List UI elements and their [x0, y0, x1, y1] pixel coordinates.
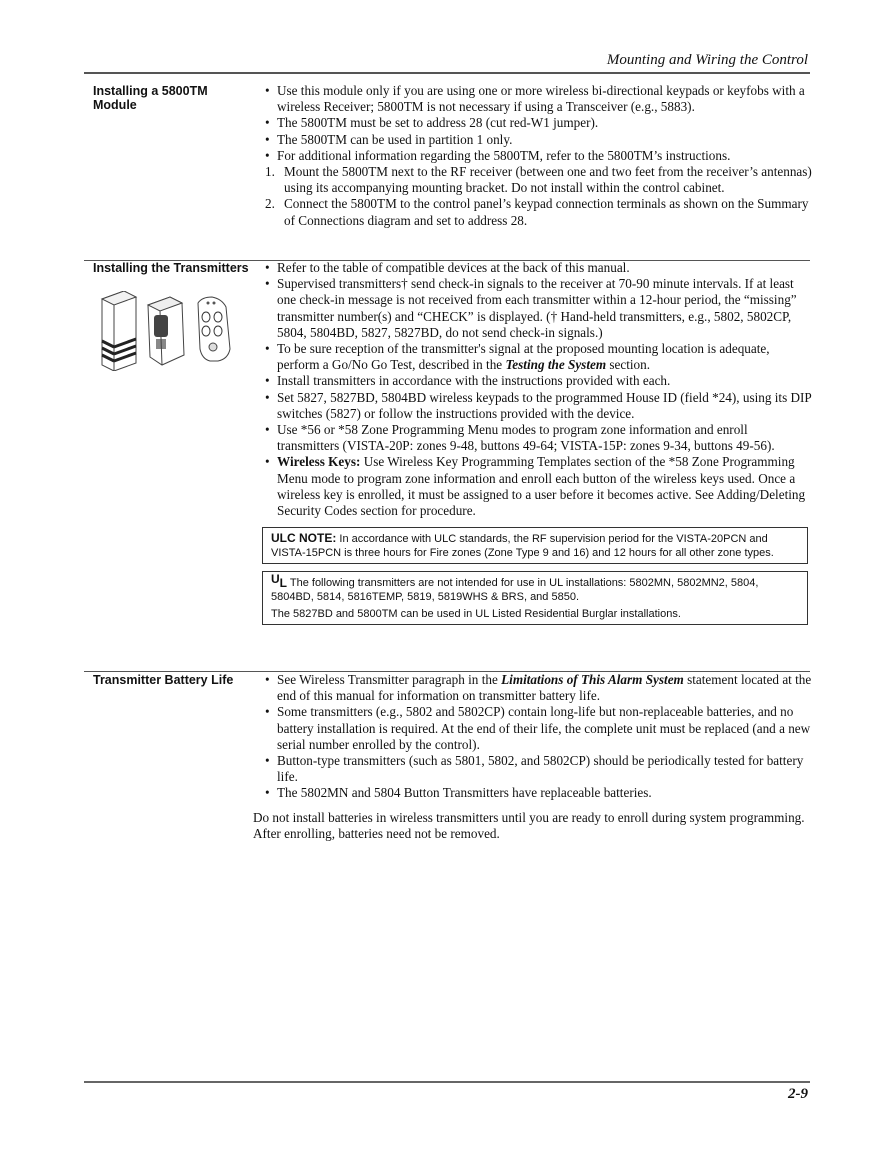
- list-item: • The 5800TM must be set to address 28 (cut red-W1 jumper).: [265, 115, 813, 131]
- step-number: 2.: [265, 196, 275, 212]
- step-number: 1.: [265, 164, 275, 180]
- bullet-list: [265, 83, 813, 164]
- step-text: Mount the 5800TM next to the RF receiver (between one and two feet from the receiver’s antennas) using its accompanying mounting bracket. Do not install within the control cabinet.: [284, 164, 812, 196]
- section-battery-life: [84, 663, 810, 883]
- step-text: Connect the 5800TM to the control panel’s keypad connection terminals as shown on the Summary of Connections diagram and set to address 28.: [284, 196, 809, 228]
- emphasis-reference: Limitations of This Alarm System: [501, 672, 684, 687]
- footer-rule: [84, 1081, 810, 1083]
- door-window-transmitter-icon: [102, 291, 136, 371]
- text-span: To be sure reception of the transmitter's signal at the proposed mounting location is adequate, perform a Go/No Go Test, described in the: [277, 341, 770, 373]
- list-item: [265, 454, 813, 519]
- ul-note-text: The following transmitters are not intended for use in UL installations: 5802MN, 5802MN2, 5804, 5804BD, 5814, 5816TEMP, 5819, 5819WHS & BRS, and 5850.: [271, 577, 759, 604]
- section-content: [265, 83, 813, 229]
- text-span: statement located at the end of this manual for information on transmitter battery life.: [277, 672, 812, 704]
- running-header: Mounting and Wiring the Control: [606, 52, 808, 68]
- ul-note-box: [262, 571, 808, 625]
- bullet-list: [265, 260, 813, 519]
- wireless-keys-lead: Wireless Keys:: [277, 454, 361, 470]
- list-item: • Button-type transmitters (such as 5801, 5802, and 5802CP) should be periodically tested for battery life.: [265, 753, 813, 785]
- section-content: [265, 260, 813, 625]
- section-5800tm: [84, 74, 810, 260]
- page-number: 2-9: [788, 1086, 808, 1102]
- ul-note-line-2: The 5827BD and 5800TM can be used in UL Listed Residential Burglar installations.: [271, 608, 681, 621]
- numbered-steps: [265, 164, 813, 229]
- emphasis-reference: Testing the System: [505, 357, 607, 373]
- section-label: Installing the Transmitters: [93, 261, 249, 275]
- list-item: • Set 5827, 5827BD, 5804BD wireless keypads to the programmed House ID (field *24), using its DIP switches (5827) or follow the instructions provided with the device.: [265, 390, 813, 422]
- keyfob-icon: [198, 297, 230, 361]
- list-item: • The 5800TM can be used in partition 1 only.: [265, 132, 813, 148]
- ul-logo: [271, 572, 287, 590]
- step-item: [265, 164, 813, 196]
- list-item: • For additional information regarding the 5800TM, refer to the 5800TM’s instructions.: [265, 148, 813, 164]
- ul-logo-u: U: [271, 572, 280, 587]
- list-item: [265, 672, 813, 704]
- list-item: • Install transmitters in accordance with the instructions provided with each.: [265, 373, 813, 389]
- text-span: section.: [606, 357, 651, 373]
- ulc-note-lead: ULC NOTE:: [271, 531, 337, 546]
- bullet-list: [265, 672, 813, 802]
- section-transmitters: [84, 251, 810, 669]
- section-label: Transmitter Battery Life: [93, 673, 234, 687]
- ul-note-line: [271, 572, 801, 604]
- step-item: [265, 196, 813, 228]
- list-item: • Use this module only if you are using one or more wireless bi-directional keypads or keyfobs with a wireless Receiver; 5800TM is not necessary if using a Transceiver (e.g., 5883).: [265, 83, 813, 115]
- section-content: [253, 672, 813, 842]
- list-item: • Refer to the table of compatible devices at the back of this manual.: [265, 260, 813, 276]
- text-span: Use Wireless Key Programming Templates section of the *58 Zone Programming Menu mode to program zone information and enroll each button of the wireless keys used. Once a wireless key is enrolled, it must be assigned to a user before it becomes active. See Adding/Deleting Security Codes section for procedure.: [277, 454, 806, 519]
- pir-sensor-icon: [148, 297, 184, 365]
- text-span: See Wireless Transmitter paragraph in the: [277, 672, 502, 687]
- list-item: • Use *56 or *58 Zone Programming Menu modes to program zone information and enroll transmitters (VISTA-20P: zones 9-48, buttons 49-64; VISTA-15P: zones 9-34, buttons 49-56).: [265, 422, 813, 454]
- ulc-note-text: In accordance with ULC standards, the RF supervision period for the VISTA-20PCN and VISTA-15PCN is three hours for Fire zones (Zone Type 9 and 16) and 12 hours for all other zone types.: [271, 533, 774, 560]
- closing-paragraph: Do not install batteries in wireless transmitters until you are ready to enroll during system programming. After enrolling, batteries need not be removed.: [253, 809, 805, 841]
- transmitter-devices-illustration: [98, 291, 238, 371]
- section-label: Installing a 5800TM Module: [93, 84, 208, 112]
- ulc-note-box: [262, 527, 808, 564]
- list-item: • Supervised transmitters† send check-in signals to the receiver at 70-90 minute intervals. If at least one check-in message is not received from each transmitter within a 12-hour period, the “missing” transmitter number(s) and “CHECK” is displayed. († Hand-held transmitters, e.g., 5802, 5802CP, 5804, 5804BD, 5827, 5827BD, do not send check-in signals.): [265, 276, 813, 341]
- list-item: • Some transmitters (e.g., 5802 and 5802CP) contain long-life but non-replaceable batteries, and no battery installation is required. At the end of their life, the complete unit must be replaced (and a new serial number enrolled by the control).: [265, 704, 813, 753]
- ul-logo-l: L: [279, 576, 288, 591]
- list-item: [265, 341, 813, 373]
- list-item: • The 5802MN and 5804 Button Transmitters have replaceable batteries.: [265, 785, 813, 801]
